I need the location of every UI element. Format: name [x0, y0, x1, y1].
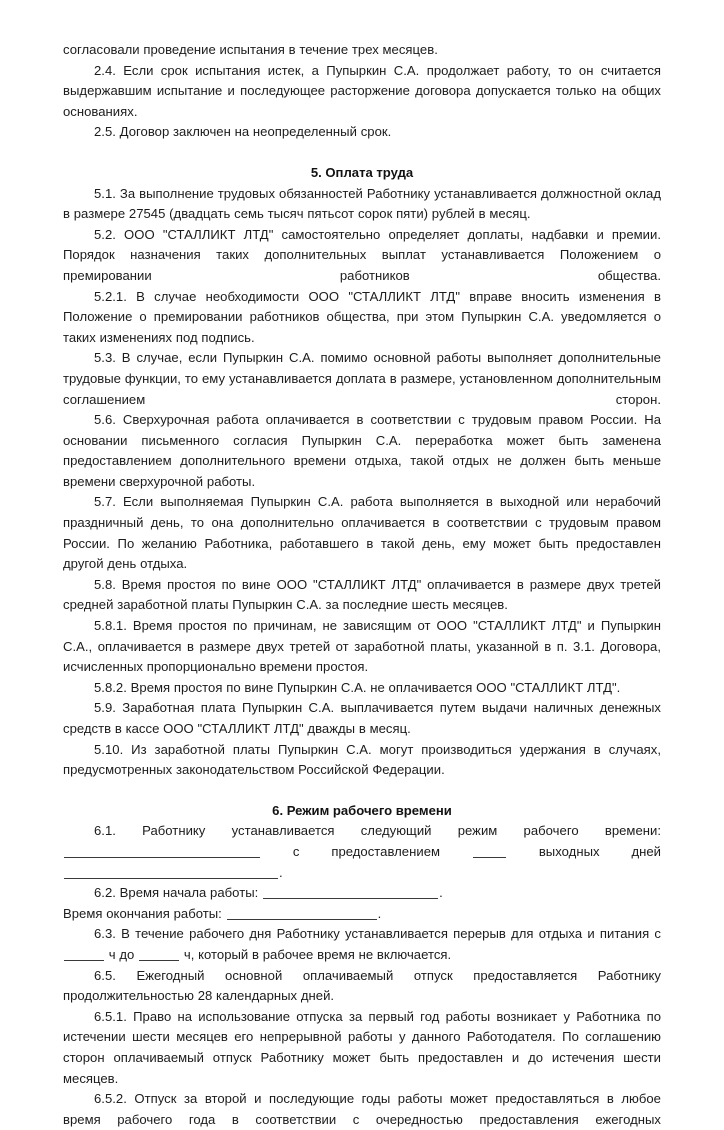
paragraph-5-10: 5.10. Из заработной платы Пупыркин С.А. могут производиться удержания в случаях, предусмотренных законодательством Российской Федерации.: [63, 741, 661, 778]
paragraph-6-3-text-part3: ч, который в рабочее время не включается.: [183, 946, 452, 962]
paragraph-2-4: 2.4. Если срок испытания истек, а Пупыркин С.А. продолжает работу, то он считается выдержавшим испытание и последующее расторжение договора допускается только на общих основаниях.: [63, 62, 661, 119]
days-off-detail-input[interactable]: [64, 865, 278, 879]
paragraph-6-3-text-part2: ч до: [108, 946, 135, 962]
paragraph-6-1: [63, 821, 661, 883]
paragraph-5-1: 5.1. За выполнение трудовых обязанностей Работнику устанавливается должностной оклад в размере 27545 (двадцать семь тысяч пятьсот сорок пяти) рублей в месяц.: [63, 185, 661, 222]
paragraph-5-7: 5.7. Если выполняемая Пупыркин С.А. работа выполняется в выходной или нерабочий праздничный день, то она дополнительно оплачивается в соответствии с трудовым правом России. По желанию Работника, работавшего в такой день, ему может быть предоставлен другой день отдыха.: [63, 494, 661, 572]
paragraph-5-6: 5.6. Сверхурочная работа оплачивается в соответствии с трудовым правом России. На основании письменного согласия Пупыркин С.А. переработка может быть заменена предоставлением дополнительного времени отдыха, такой отдых не должен быть меньше времени сверхурочной работы.: [63, 412, 661, 489]
paragraph-2-5: 2.5. Договор заключен на неопределенный срок.: [94, 124, 392, 140]
paragraph-5-2: 5.2. ООО "СТАЛЛИКТ ЛТД" самостоятельно определяет доплаты, надбавки и премии. Порядок назначения таких дополнительных выплат устанавливается Положением о премировании работников общества.: [63, 226, 661, 283]
section-5-title: 5. Оплата труда: [310, 164, 414, 180]
days-off-count-input[interactable]: [473, 844, 506, 858]
work-end-time-input[interactable]: [227, 906, 377, 920]
paragraph-5-2-1: 5.2.1. В случае необходимости ООО "СТАЛЛИКТ ЛТД" вправе вносить изменения в Положение о премировании работников общества, при этом Пупыркин С.А. уведомляется о таких изменениях под подпись.: [63, 288, 661, 345]
section-6-title: 6. Режим рабочего времени: [272, 802, 452, 818]
paragraph-5-3: 5.3. В случае, если Пупыркин С.А. помимо основной работы выполняет дополнительные трудовые функции, то ему устанавливается доплата в размере, установленном дополнительным соглашением сторон.: [63, 350, 661, 407]
paragraph-6-2-start: 6.2. Время начала работы: .: [94, 885, 443, 901]
paragraph-6-1-text-part3: выходных дней: [538, 843, 661, 859]
spacer-before-section-5: [63, 143, 661, 163]
paragraph-6-5-2: 6.5.2. Отпуск за второй и последующие годы работы может предоставляться в любое время рабочего года в соответствии с очередностью предоставления ежегодных: [63, 1091, 661, 1127]
paragraph-6-1-text-part2: с предоставлением: [292, 843, 441, 859]
paragraph-5-8: 5.8. Время простоя по вине ООО "СТАЛЛИКТ ЛТД" оплачивается в размере двух третей средней заработной платы Пупыркин С.А. за последние шесть месяцев.: [63, 576, 661, 613]
paragraph-5-9: 5.9. Заработная плата Пупыркин С.А. выплачивается путем выдачи наличных денежных средств в кассе ООО "СТАЛЛИКТ ЛТД" дважды в месяц.: [63, 700, 661, 736]
work-start-time-input[interactable]: [263, 885, 438, 899]
paragraph-6-1-fields-line: с предоставлением выходных дней .: [63, 842, 661, 883]
paragraph-6-3-text-part1: 6.3. В течение рабочего дня Работнику устанавливается перерыв для отдыха и питания с: [94, 926, 661, 942]
paragraph-5-8-2: 5.8.2. Время простоя по вине Пупыркин С.А. не оплачивается ООО "СТАЛЛИКТ ЛТД".: [94, 679, 621, 695]
paragraph-6-1-text-part1: 6.1. Работнику устанавливается следующий режим рабочего времени:: [94, 823, 661, 839]
work-end-time-label: Время окончания работы:: [63, 905, 222, 921]
paragraph-6-5-1: 6.5.1. Право на использование отпуска за первый год работы возникает у Работника по истечении шести месяцев его непрерывной работы у данного Работодателя. По соглашению сторон оплачиваемый отпуск Работнику может быть предоставлен и до истечения шести месяцев.: [63, 1008, 661, 1086]
paragraph-6-2-end: Время окончания работы: .: [63, 905, 382, 921]
paragraph-continuation: согласовали проведение испытания в течение трех месяцев.: [63, 42, 438, 57]
paragraph-5-8-1: 5.8.1. Время простоя по причинам, не зависящим от ООО "СТАЛЛИКТ ЛТД" и Пупыркин С.А., оплачивается в размере двух третей от заработной платы, указанной в п. 3.1. Договора, исчисленных пропорционально времени простоя.: [63, 618, 661, 675]
break-end-hour-input[interactable]: [139, 947, 179, 961]
paragraph-6-5: 6.5. Ежегодный основной оплачиваемый отпуск предоставляется Работнику продолжительностью 28 календарных дней.: [63, 967, 661, 1004]
spacer-before-section-6: [63, 781, 661, 801]
work-start-time-label: 6.2. Время начала работы:: [94, 885, 259, 901]
break-start-hour-input[interactable]: [64, 947, 104, 961]
work-schedule-input[interactable]: [64, 844, 260, 858]
paragraph-6-3: [63, 924, 661, 965]
document-text-body: [63, 40, 661, 1130]
